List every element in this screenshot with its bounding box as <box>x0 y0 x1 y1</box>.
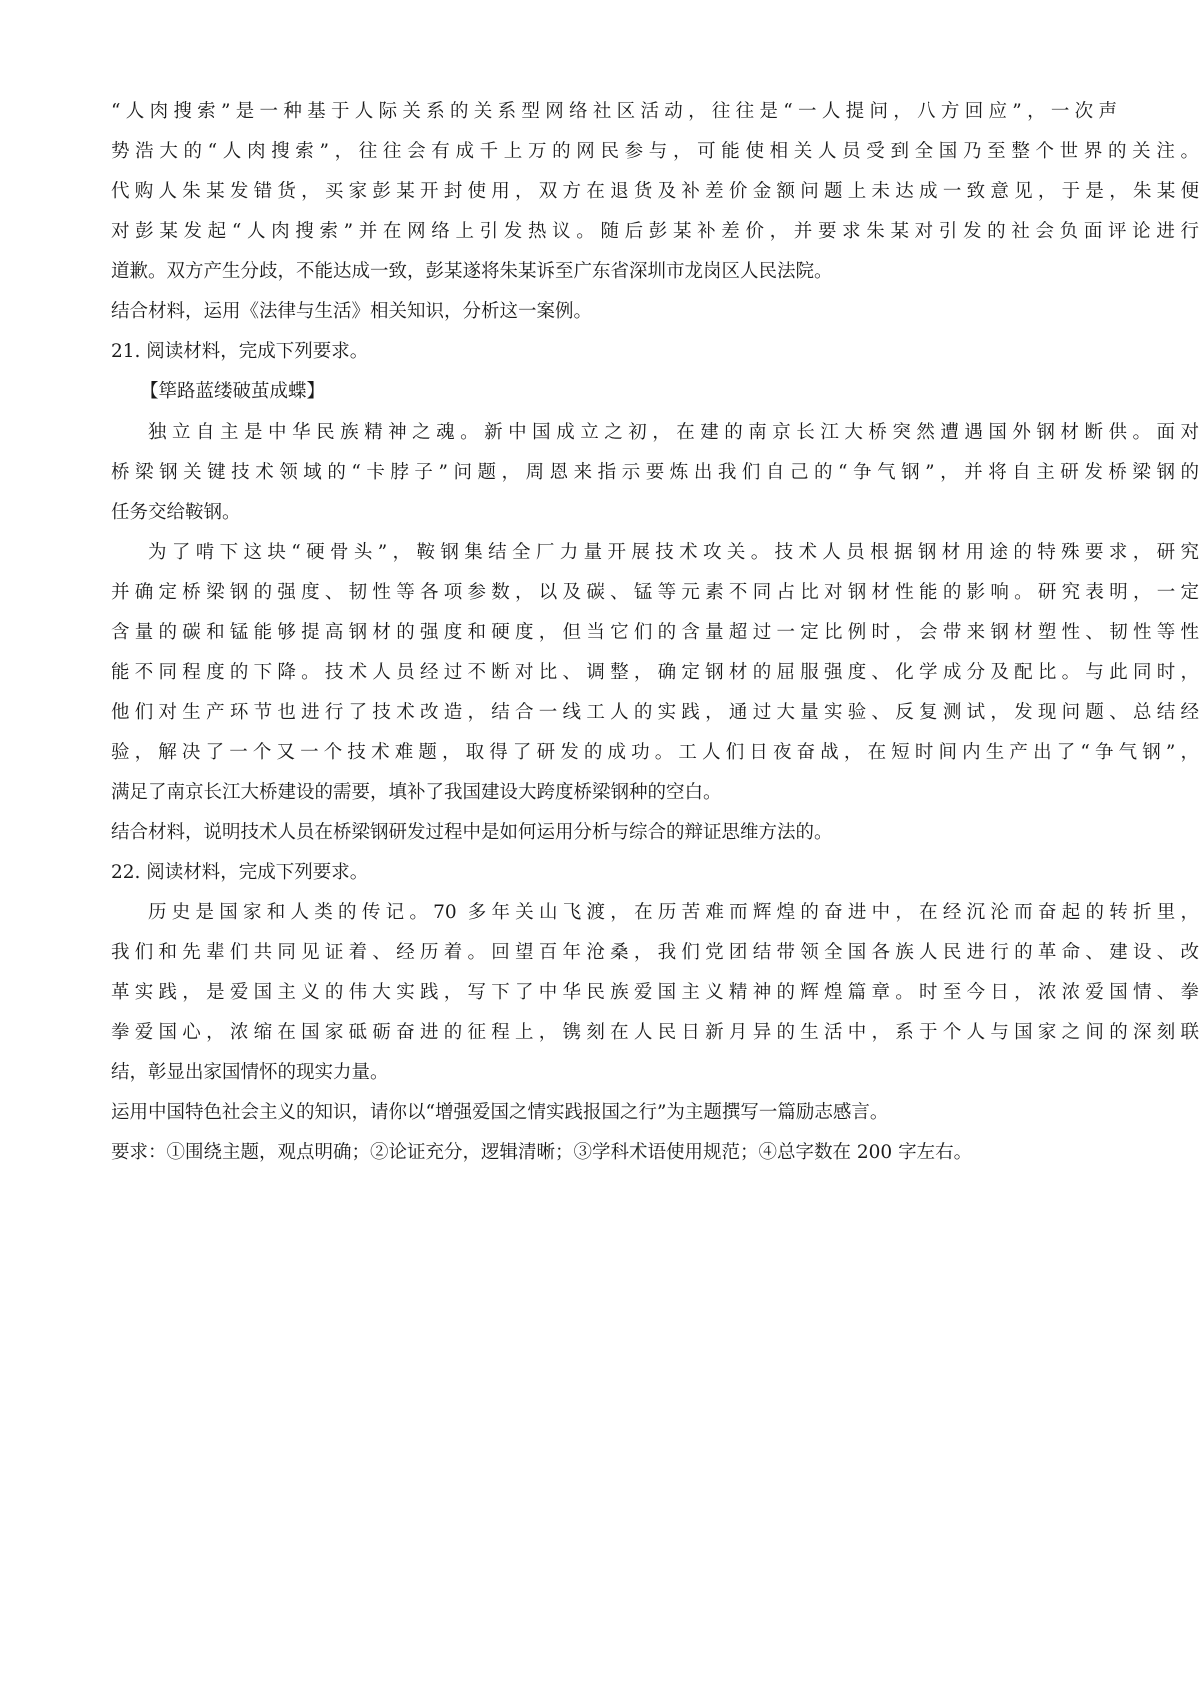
question-prompt: 结合材料，说明技术人员在桥梁钢研发过程中是如何运用分析与综合的辩证思维方法的。 <box>111 822 833 843</box>
question-heading: 22. 阅读材料，完成下列要求。 <box>111 862 369 883</box>
requirements: 要求：①围绕主题，观点明确；②论证充分，逻辑清晰；③学科术语使用规范；④总字数在 200 字左右。 <box>111 1142 973 1163</box>
question-prompt: 结合材料，运用《法律与生活》相关知识，分析这一案例。 <box>111 301 593 322</box>
material-line: 独立自主是中华民族精神之魂。新中国成立之初，在建的南京长江大桥突然遭遇国外钢材断供。面对 <box>148 422 1199 443</box>
material-line: 我们和先辈们共同见证着、经历着。回望百年沧桑，我们党团结带领全国各族人民进行的革命、建设、改 <box>111 942 1199 963</box>
material-line: 验，解决了一个又一个技术难题，取得了研发的成功。工人们日夜奋战，在短时间内生产出了“争气钢”， <box>111 742 1199 763</box>
material-line: 势浩大的“人肉搜索”，往往会有成千上万的网民参与，可能使相关人员受到全国乃至整个世界的关注。 <box>111 141 1199 162</box>
question-prompt: 运用中国特色社会主义的知识，请你以“增强爱国之情实践报国之行”为主题撰写一篇励志感言。 <box>111 1102 889 1123</box>
material-line: 桥梁钢关键技术领域的“卡脖子”问题，周恩来指示要炼出我们自己的“争气钢”，并将自主研发桥梁钢的 <box>111 462 1199 483</box>
material-line: “人肉搜索”是一种基于人际关系的关系型网络社区活动，往往是“一人提问，八方回应”，一次声 <box>111 101 1117 122</box>
material-line: 代购人朱某发错货，买家彭某开封使用，双方在退货及补差价金额问题上未达成一致意见，于是，朱某便 <box>111 181 1199 202</box>
material-line: 他们对生产环节也进行了技术改造，结合一线工人的实践，通过大量实验、反复测试，发现问题、总结经 <box>111 702 1199 723</box>
material-line: 能不同程度的下降。技术人员经过不断对比、调整，确定钢材的屈服强度、化学成分及配比。与此同时， <box>111 662 1199 683</box>
material-line: 革实践，是爱国主义的伟大实践，写下了中华民族爱国主义精神的辉煌篇章。时至今日，浓浓爱国情、拳 <box>111 982 1199 1003</box>
material-subtitle: 【筚路蓝缕破茧成蝶】 <box>140 381 326 402</box>
material-line: 对彭某发起“人肉搜索”并在网络上引发热议。随后彭某补差价，并要求朱某对引发的社会负面评论进行 <box>111 221 1199 242</box>
material-line: 含量的碳和锰能够提高钢材的强度和硬度，但当它们的含量超过一定比例时，会带来钢材塑性、韧性等性 <box>111 622 1199 643</box>
material-line: 历史是国家和人类的传记。70 多年关山飞渡，在历苦难而辉煌的奋进中，在经沉沦而奋起的转折里， <box>148 902 1199 923</box>
material-line: 为了啃下这块“硬骨头”，鞍钢集结全厂力量开展技术攻关。技术人员根据钢材用途的特殊要求，研究 <box>148 542 1199 563</box>
question-heading: 21. 阅读材料，完成下列要求。 <box>111 341 369 362</box>
material-line: 任务交给鞍钢。 <box>111 502 241 523</box>
material-line: 满足了南京长江大桥建设的需要，填补了我国建设大跨度桥梁钢种的空白。 <box>111 782 722 803</box>
material-line: 道歉。双方产生分歧，不能达成一致，彭某遂将朱某诉至广东省深圳市龙岗区人民法院。 <box>111 261 833 282</box>
material-line: 拳爱国心，浓缩在国家砥砺奋进的征程上，镌刻在人民日新月异的生活中，系于个人与国家之间的深刻联 <box>111 1022 1199 1043</box>
material-line: 结，彰显出家国情怀的现实力量。 <box>111 1062 389 1083</box>
material-line: 并确定桥梁钢的强度、韧性等各项参数，以及碳、锰等元素不同占比对钢材性能的影响。研究表明，一定 <box>111 582 1199 603</box>
